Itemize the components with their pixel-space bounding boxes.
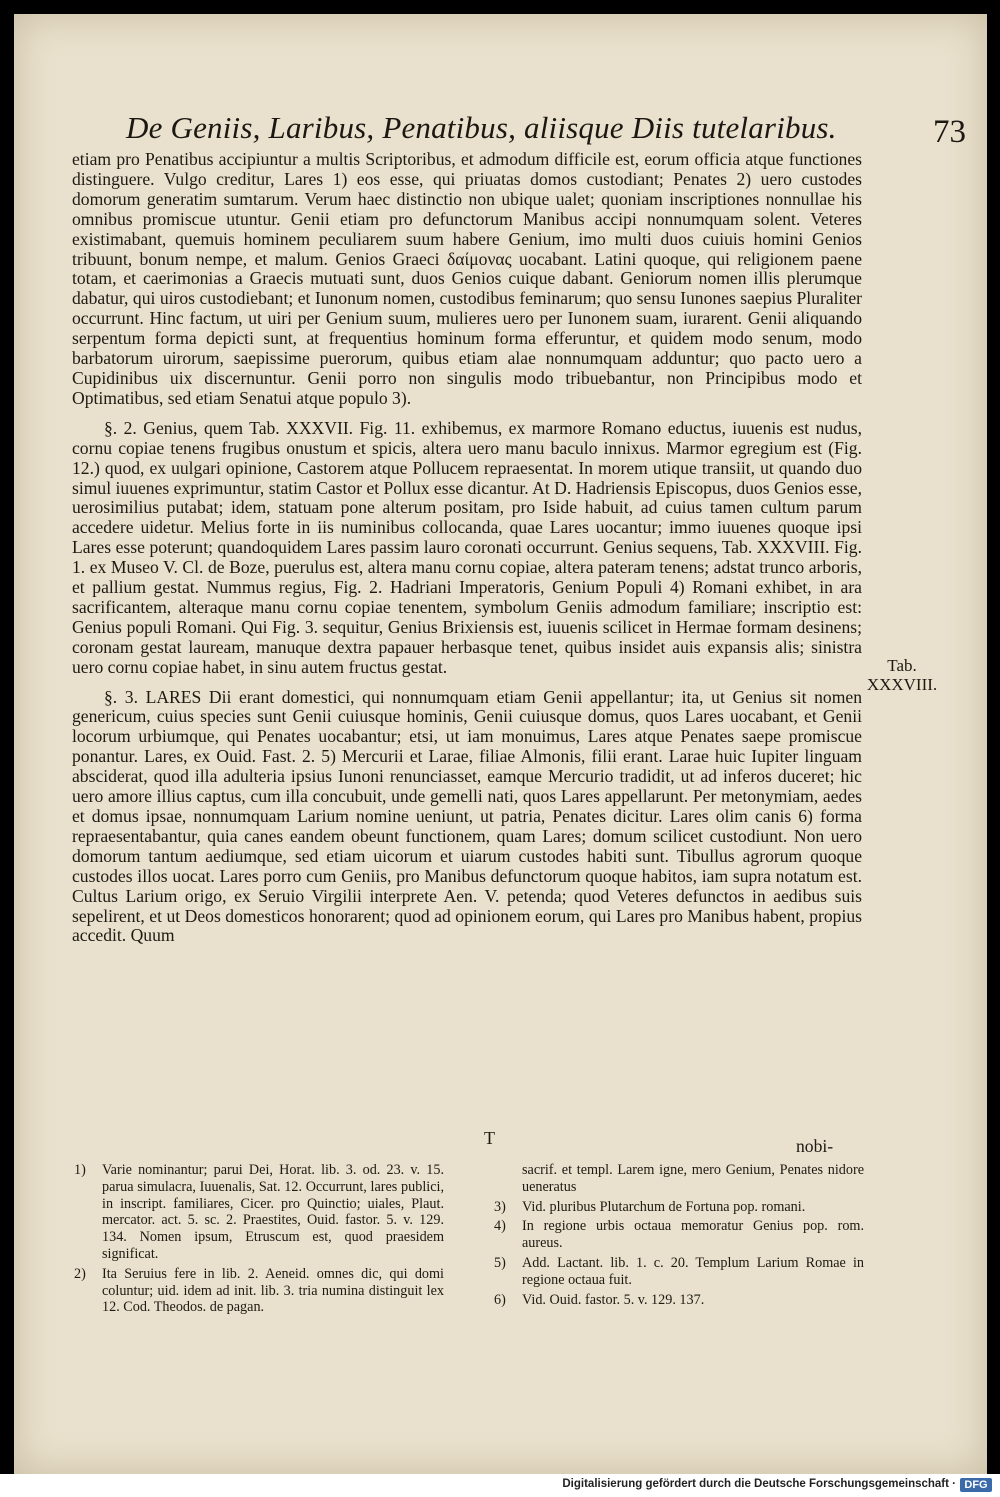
page-number: 73 — [933, 114, 966, 150]
footnote-mark: 1) — [74, 1162, 86, 1178]
footnote-text: Add. Lactant. lib. 1. c. 20. Templum Larium Romae in regione octaua fuit. — [522, 1254, 864, 1288]
margin-note-line-1: Tab. — [887, 656, 917, 675]
footnotes-left-column — [72, 1162, 444, 1319]
footnote-text: Vid. pluribus Plutarchum de Fortuna pop. romani. — [522, 1198, 806, 1215]
dfg-logo-icon: DFG — [960, 1478, 992, 1492]
footnotes-right-column — [492, 1162, 864, 1311]
footnote-text: sacrif. et templ. Larem igne, mero Genium, Penates nidore ueneratus — [522, 1162, 864, 1195]
funding-credit: Digitalisierung gefördert durch die Deutsche Forschungsgemeinschaft · — [562, 1478, 956, 1490]
footnote-1 — [72, 1162, 444, 1263]
footnote-mark: 3) — [494, 1198, 506, 1215]
footnote-text: Ita Seruius fere in lib. 2. Aeneid. omnes dic, qui domi coluntur; uid. idem ad init. lib. 3. tria numina distinguit lex 12. Cod. Theodos. de pagan. — [102, 1265, 444, 1316]
margin-note — [862, 656, 942, 694]
footnote-text: Varie nominantur; parui Dei, Horat. lib. 3. od. 23. v. 15. parua simulacra, Iuuenalis, Sat. 12. Occurrunt, lares publici, in inscript. familiares, Cicer. pro Quinctio; uiales, Plaut. mercator. act. 5. sc. 2. Praestites, Ouid. fastor. 5. v. 129. 134. Nomen ipsum, Etruscum est, quod praesidem significat. — [102, 1162, 444, 1262]
paragraph-3: §. 3. LARES Dii erant domestici, qui nonnumquam etiam Genii appellantur; ita, ut Genius sit nomen genericum, cuius species sunt Genii cuiusque hominis, Genii cuiusque domus, quos Lares uocabant, et Genii locorum urbiumque, qui Penates uocabantur; etsi, ut iam monuimus, Lares atque Penates saepe promiscue ponantur. Lares, ex Ouid. Fast. 2. 5) Mercurii et Larae, filiae Almonis, filii erant. Larae huic Iupiter linguam absciderat, quod illa adulteria ipsius Iunoni renunciasset, eamque Mercurio tradidit, ut ad inferos duceret; hic uero amore illius captus, cum illa concubuit, unde gemelli nati, quos Lares appellarunt. Per metonymiam, aedes et domus ipsae, nonnumquam Larium nomine ueniunt, ut patria, Penates dicitur. Lares olim canis 6) forma repraesentabantur, quia canes eandem obeunt functionem, quam Lares; domum scilicet custodiunt. Non uero domorum tantum aediumque, sed etiam uicorum et uiarum custodes habiti sunt. Tibullus agrorum quoque custodes illos uocat. Lares porro cum Geniis, pro Manibus defunctorum quoque habitos, iam supra notatum est. Cultus Larium origo, ex Seruio Virgilii interprete Aen. V. petenda; quod Veteres defunctos in aedibus suis sepelirent, et ut Deos domesticos honorarent; quod ad opinionem eorum, qui Lares pro Manibus habent, propius accedit. Quum — [72, 686, 862, 946]
footnote-2-continued — [492, 1162, 864, 1196]
footnote-mark: 4) — [494, 1218, 506, 1235]
footnote-3 — [492, 1199, 864, 1216]
digitization-footer — [0, 1474, 1000, 1497]
footnote-2 — [72, 1266, 444, 1316]
signature-mark: T — [484, 1128, 495, 1148]
footnote-text: Vid. Ouid. fastor. 5. v. 129. 137. — [522, 1291, 705, 1308]
footnote-4 — [492, 1218, 864, 1252]
footnote-text: In regione urbis octaua memoratur Genius pop. rom. aureus. — [522, 1218, 864, 1252]
footnote-mark: 6) — [494, 1291, 506, 1308]
book-page — [14, 14, 987, 1474]
paragraph-1: etiam pro Penatibus accipiuntur a multis Scriptoribus, et admodum difficile est, eorum officia atque functiones distinguere. Vulgo creditur, Lares 1) eos esse, qui priuatas domos custodiant; Penates 2) uero custodes domorum generatim sumtarum. Verum haec distinctio non ubique ualet; quoniam inscriptiones nonnullae his omnibus promiscue utuntur. Genii etiam pro defunctorum Manibus accipi nonnumquam solent. Veteres existimabant, quemuis hominem peculiarem suum habere Genium, imo multi duos cuiuis homini Genios tribuunt, bonum nempe, et malum. Genios Graeci δαίμονας uocabant. Latini quoque, qui religionem paene totam, et caerimonias a Graecis mutuati sunt, duos Genios cuique dabant. Geniorum nomen illis plerumque dabatur, qui uiros custodiebant; et Iunonum nomen, custodibus feminarum; quo sensu Iunones saepius Pluraliter occurrunt. Hinc factum, ut uiri per Genium suum, mulieres uero per Iunonem suam, iurarent. Genii aliquando serpentum forma depicti sunt, at frequentius hominum forma efferuntur, et quidem modo senum, modo barbatorum uirorum, saepissime puerorum, quibus etiam alae nonnumquam adduntur; quo pacto uero a Cupidinibus uix discernuntur. Genii porro non singulis modo tribuebantur, non Principibus modo et Optimatibus, sed etiam Senatui atque populo 3). — [72, 149, 862, 408]
footnote-mark: 2) — [74, 1265, 86, 1282]
paragraph-2: §. 2. Genius, quem Tab. XXXVII. Fig. 11. exhibemus, ex marmore Romano eductus, iuuenis est nudus, cornu copiae tenens frugibus onustum et spicis, altera uero manu baculo innixus. Marmor egregium est (Fig. 12.) quod, ex uulgari opinione, Castorem atque Pollucem repraesentat. In morem utique transiit, ut quando duo simul iuuenes exprimuntur, statim Castor et Pollux esse dicantur. At D. Hadriensis Episcopus, duos Genios esse, uerosimilius putabat; idem, statuam pone alterum positam, pro Iside habuit, ad cuius tamen cultum parum accedere uidetur. Melius forte in iis numinibus collocanda, quae Lares uocantur; immo iuuenes quoque ipsi Lares esse poterunt; quandoquidem Lares passim lauro coronati occurrunt. Genius sequens, Tab. XXXVIII. Fig. 1. ex Museo V. Cl. de Boze, puerulus est, altera manu cornu copiae, altera pateram tenens; adstat trunco arboris, et pallium gestat. Nummus regius, Fig. 2. Hadriani Imperatoris, Genium Populi 4) Romani exhibet, in ara sacrificantem, alteraque manu cornu copiae tenentem, symbolum Geniis admodum familiare; inscriptio est: Genius populi Romani. Qui Fig. 3. sequitur, Genius Brixiensis est, iuuenis scilicet in Hermae formam desinens; coronam gestat lauream, manuque dextra papauer herbasque tenet, quibus insidet auis expansis alis; sinistra uero cornu copiae habet, in sinu autem fructus gestat. — [72, 417, 862, 677]
footnote-6 — [492, 1292, 864, 1309]
margin-note-line-2: XXXVIII. — [866, 675, 938, 694]
catchword: nobi- — [796, 1136, 834, 1156]
main-text — [72, 150, 862, 956]
footnote-mark: 5) — [494, 1254, 506, 1271]
footnote-5 — [492, 1255, 864, 1289]
running-head: De Geniis, Laribus, Penatibus, aliisque Diis tutelaribus. — [126, 110, 837, 145]
